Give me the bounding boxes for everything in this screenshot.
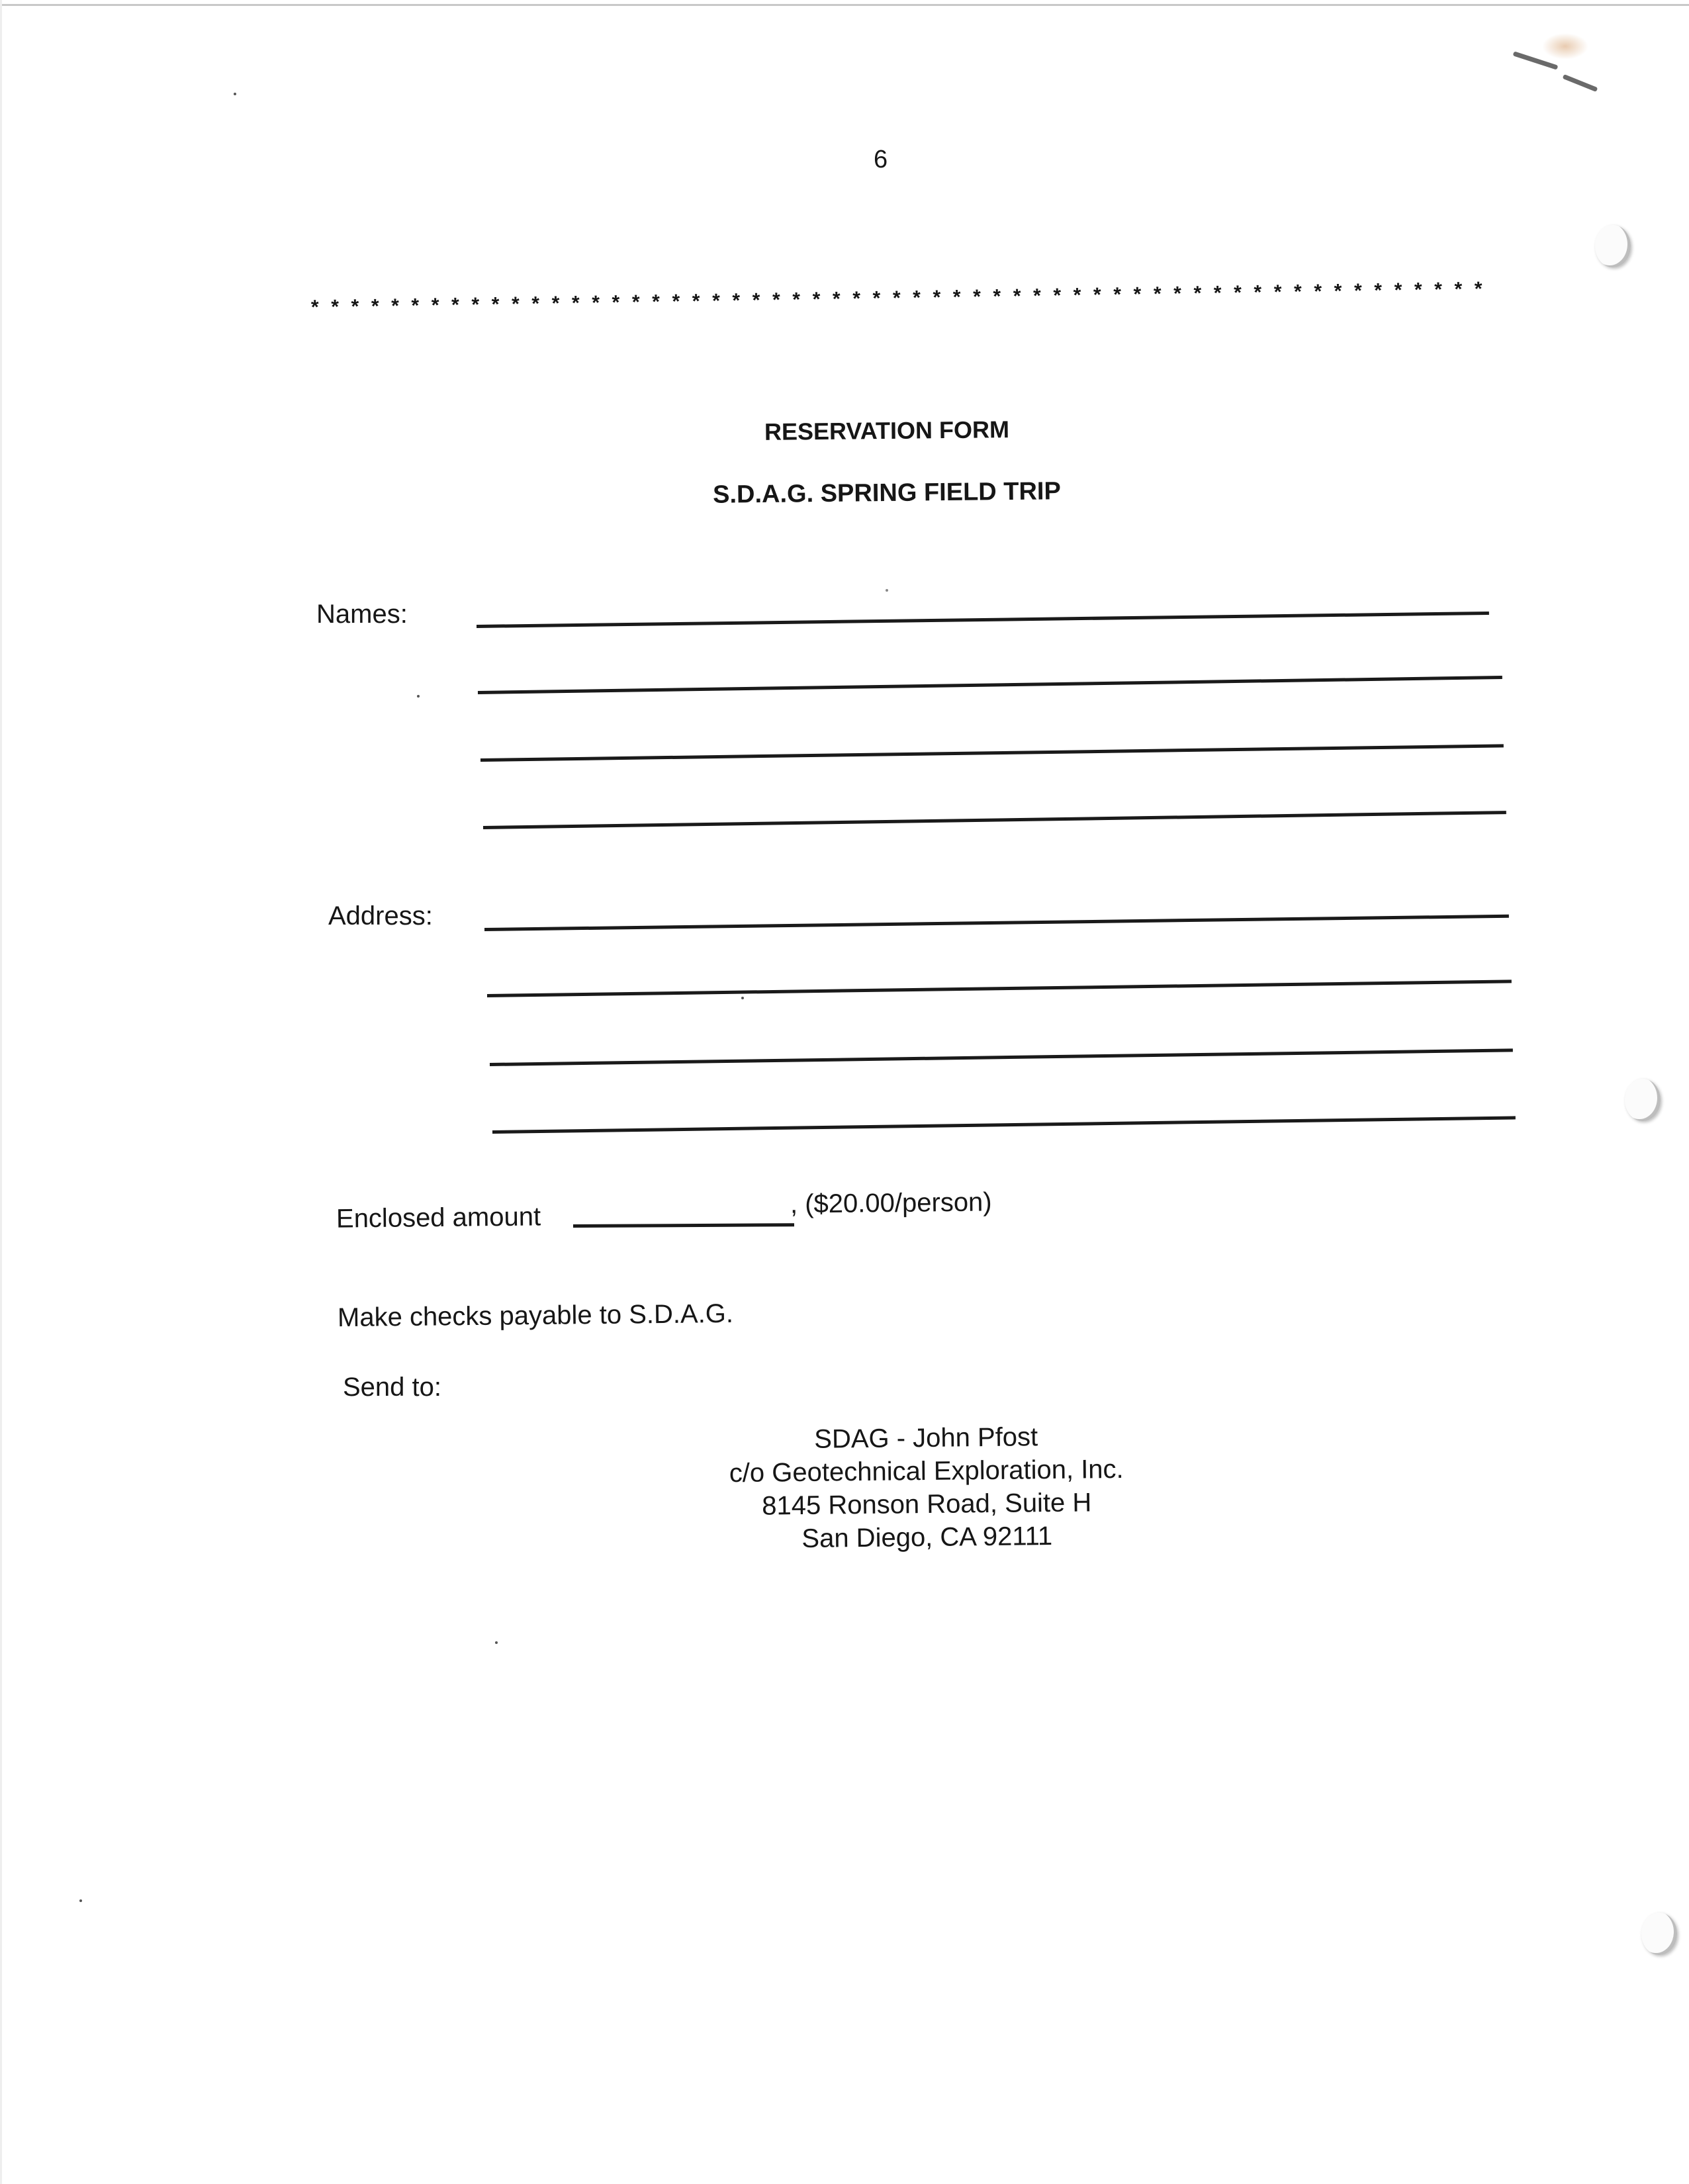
asterisk-mark: * [1193, 282, 1202, 305]
address-line-3[interactable] [490, 1048, 1513, 1066]
asterisk-mark: * [1093, 284, 1101, 306]
send-to-label: Send to: [343, 1373, 442, 1402]
asterisk-mark: * [451, 294, 460, 316]
asterisk-mark: * [772, 289, 781, 312]
mailing-address-line-4: San Diego, CA 92111 [801, 1522, 1053, 1553]
scan-speck [417, 695, 420, 698]
asterisk-mark: * [872, 287, 881, 310]
asterisk-mark: * [711, 290, 721, 312]
asterisk-mark: * [331, 296, 340, 318]
asterisk-mark: * [1414, 279, 1422, 301]
asterisk-mark: * [1314, 281, 1322, 303]
asterisk-mark: * [651, 291, 661, 313]
asterisk-mark: * [812, 288, 821, 311]
asterisk-separator [311, 279, 1483, 318]
scan-speck [495, 1641, 498, 1644]
address-line-1[interactable] [484, 915, 1509, 931]
punch-hole [1625, 1079, 1661, 1121]
asterisk-mark: * [310, 296, 319, 318]
asterisk-mark: * [351, 295, 359, 318]
asterisk-mark: * [1254, 281, 1262, 304]
asterisk-mark: * [411, 295, 420, 317]
asterisk-mark: * [631, 291, 640, 314]
address-line-2[interactable] [487, 979, 1512, 997]
asterisk-mark: * [431, 294, 439, 317]
mailing-address-line-3: 8145 Ronson Road, Suite H [761, 1488, 1092, 1521]
asterisk-mark: * [471, 294, 480, 316]
asterisk-mark: * [390, 295, 400, 318]
names-line-2[interactable] [478, 676, 1502, 694]
form-title: RESERVATION FORM [764, 416, 1010, 445]
punch-hole [1641, 1913, 1677, 1955]
scan-top-edge [0, 4, 1689, 6]
page-number: 6 [874, 146, 888, 173]
names-line-1[interactable] [477, 612, 1489, 628]
names-line-3[interactable] [480, 744, 1504, 762]
asterisk-mark: * [832, 288, 841, 310]
asterisk-mark: * [371, 295, 379, 318]
scan-speck [886, 589, 888, 592]
asterisk-mark: * [1153, 283, 1162, 306]
asterisk-mark: * [1293, 281, 1302, 303]
asterisk-mark: * [993, 285, 1001, 308]
punch-hole [1595, 225, 1631, 267]
asterisk-mark: * [672, 291, 680, 313]
asterisk-mark: * [752, 289, 760, 312]
asterisk-mark: * [933, 287, 941, 309]
asterisk-mark: * [571, 292, 580, 314]
mailing-address-line-1: SDAG - John Pfost [814, 1422, 1038, 1454]
asterisk-mark: * [1394, 279, 1402, 302]
asterisk-mark: * [692, 290, 700, 312]
asterisk-mark: * [1013, 285, 1021, 308]
asterisk-mark: * [1434, 279, 1443, 301]
asterisk-mark: * [1334, 280, 1342, 302]
scan-speck [234, 93, 236, 95]
asterisk-mark: * [1032, 285, 1042, 307]
names-label: Names: [316, 600, 408, 629]
price-note: , ($20.00/person) [790, 1187, 992, 1219]
scan-speck [79, 1899, 82, 1902]
address-label: Address: [328, 901, 433, 931]
asterisk-mark: * [491, 293, 500, 316]
address-line-4[interactable] [492, 1116, 1516, 1134]
asterisk-mark: * [1213, 282, 1222, 304]
staple-mark [1563, 74, 1598, 92]
asterisk-mark: * [1053, 285, 1062, 307]
asterisk-mark: * [732, 289, 741, 312]
names-line-4[interactable] [483, 811, 1506, 829]
asterisk-mark: * [1113, 283, 1122, 306]
asterisk-mark: * [1353, 280, 1362, 302]
mailing-address-block [661, 1419, 1192, 1557]
asterisk-mark: * [912, 287, 921, 309]
scan-speck [741, 997, 744, 999]
mailing-address-line-2: c/o Geotechnical Exploration, Inc. [729, 1454, 1124, 1488]
asterisk-mark: * [1073, 284, 1081, 306]
asterisk-mark: * [1273, 281, 1282, 304]
rust-stain [1542, 33, 1588, 60]
asterisk-mark: * [1374, 279, 1383, 302]
asterisk-mark: * [792, 289, 801, 311]
form-subtitle: S.D.A.G. SPRING FIELD TRIP [712, 477, 1062, 509]
asterisk-mark: * [892, 287, 901, 310]
asterisk-mark: * [551, 293, 560, 315]
asterisk-mark: * [1233, 281, 1242, 304]
asterisk-mark: * [1454, 278, 1463, 300]
asterisk-mark: * [952, 286, 961, 308]
asterisk-mark: * [592, 292, 600, 314]
asterisk-mark: * [1133, 283, 1142, 306]
asterisk-mark: * [852, 287, 861, 310]
asterisk-mark: * [1474, 278, 1483, 300]
enclosed-amount-label: Enclosed amount [336, 1202, 541, 1234]
asterisk-mark: * [612, 291, 620, 314]
asterisk-mark: * [1173, 283, 1182, 305]
asterisk-mark: * [511, 293, 520, 316]
enclosed-amount-line[interactable] [573, 1223, 794, 1228]
checks-payable-note: Make checks payable to S.D.A.G. [337, 1298, 734, 1333]
asterisk-mark: * [531, 293, 540, 315]
asterisk-mark: * [972, 286, 981, 308]
scan-left-edge [0, 0, 2, 2184]
